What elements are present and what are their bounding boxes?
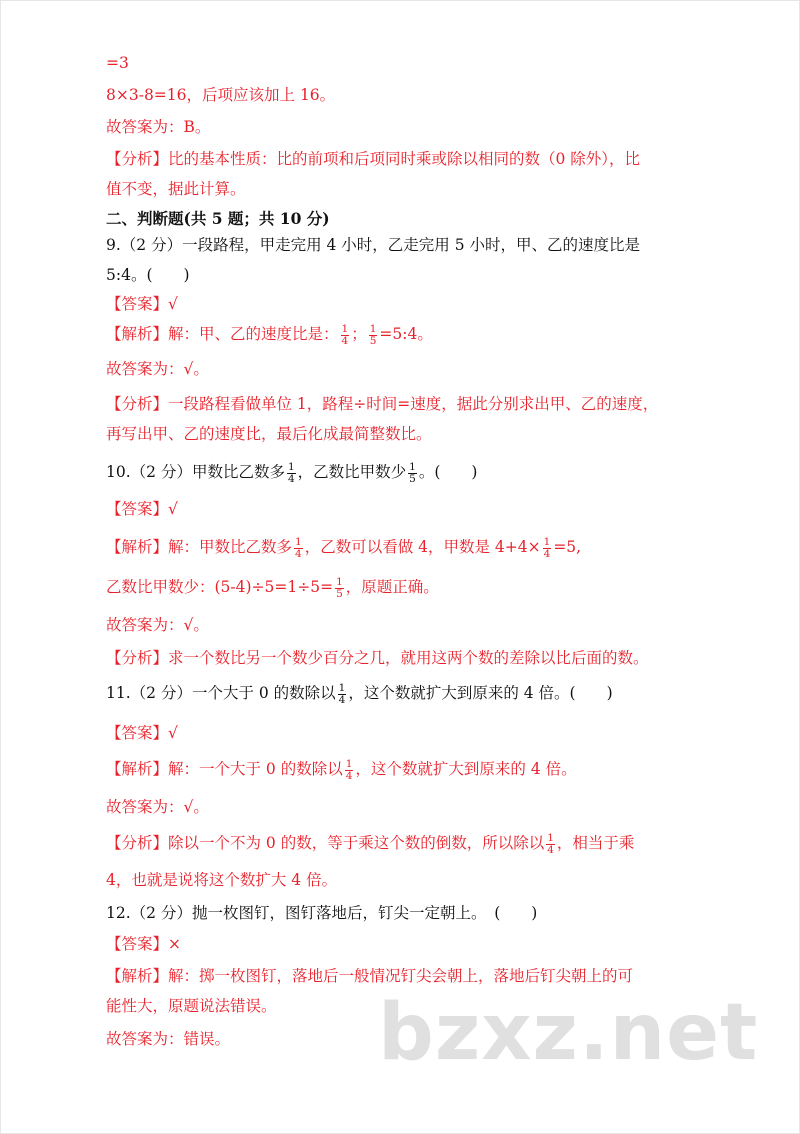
analysis-line: 【分析】一段路程看做单位 1，路程÷时间=速度，据此分别求出甲、乙的速度，: [106, 395, 659, 413]
text-segment: ，这个数就扩大到原来的 4 倍。( ): [348, 684, 613, 702]
answer-line: 【答案】√: [106, 500, 178, 518]
question-line: 5:4。( ): [106, 266, 190, 284]
answer-line: 【答案】√: [106, 295, 178, 313]
explanation-line: 【解析】解：掷一枚图钉，落地后一般情况钉尖会朝上，落地后钉尖朝上的可: [106, 967, 634, 985]
analysis-line: [106, 832, 700, 856]
text-line: 8×3-8=16，后项应该加上 16。: [106, 86, 336, 104]
fraction-denominator: 4: [338, 693, 346, 706]
fraction-numerator: 1: [295, 535, 302, 548]
text-segment: 【解析】解：一个大于 0 的数除以: [106, 760, 343, 778]
question-line: [106, 682, 700, 706]
text-segment: ，原题正确。: [345, 578, 439, 596]
fraction: [294, 537, 303, 560]
fraction-denominator: 4: [543, 547, 551, 560]
text-segment: 【分析】除以一个不为 0 的数，等于乘这个数的倒数，所以除以: [106, 834, 545, 852]
explanation-line: [106, 758, 700, 782]
text-segment: 。( ): [418, 463, 478, 481]
fraction: [338, 683, 347, 706]
explanation-line: [106, 323, 700, 347]
analysis-line: 再写出甲、乙的速度比，最后化成最简整数比。: [106, 425, 432, 443]
explanation-line: [106, 536, 700, 560]
answer-line: 【答案】√: [106, 724, 178, 742]
text-segment: ，乙数比甲数少: [297, 463, 407, 481]
text-line: 故答案为：B。: [106, 118, 211, 136]
question-line: [106, 461, 700, 485]
text-segment: 【解析】解：甲、乙的速度比是：: [106, 325, 339, 343]
section-heading: 二、判断题(共 5 题；共 10 分): [106, 209, 330, 228]
text-segment: 【解析】解：甲数比乙数多: [106, 538, 293, 556]
analysis-line: 4，也就是说将这个数扩大 4 倍。: [106, 871, 338, 889]
text-segment: =5:4。: [379, 325, 433, 343]
text-segment: ，乙数可以看做 4，甲数是 4+4×: [304, 538, 541, 556]
fraction: [287, 462, 296, 485]
question-line: 12.（2 分）抛一枚图钉，图钉落地后，钉尖一定朝上。 ( ): [106, 904, 538, 922]
fraction-numerator: 1: [287, 460, 295, 473]
fraction: [408, 462, 417, 485]
fraction-numerator: 1: [547, 831, 554, 844]
watermark: bzxz.net: [378, 988, 759, 1078]
fraction-numerator: 1: [341, 322, 349, 335]
analysis-line: 【分析】求一个数比另一个数少百分之几，就用这两个数的差除以比后面的数。: [106, 649, 649, 667]
text-segment: 11.（2 分）一个大于 0 的数除以: [106, 684, 336, 702]
fraction-denominator: 5: [369, 334, 377, 347]
fraction: [546, 833, 555, 856]
fraction-numerator: 1: [336, 575, 343, 588]
text-line: =3: [106, 54, 129, 72]
fraction-denominator: 4: [547, 843, 554, 856]
fraction-denominator: 4: [287, 472, 295, 485]
text-segment: 乙数比甲数少：(5-4)÷5=1÷5=: [106, 578, 334, 596]
fraction: [345, 759, 354, 782]
question-line: 9.（2 分）一段路程，甲走完用 4 小时，乙走完用 5 小时，甲、乙的速度比是: [106, 236, 641, 254]
fraction: [543, 537, 552, 560]
fraction: [335, 577, 344, 600]
analysis-line: 【分析】比的基本性质：比的前项和后项同时乘或除以相同的数（0 除外），比: [106, 150, 641, 168]
text-line: 故答案为：√。: [106, 360, 209, 378]
explanation-line: [106, 576, 700, 600]
text-segment: ；: [351, 325, 367, 343]
text-segment: =5,: [553, 538, 582, 556]
fraction-denominator: 5: [409, 472, 416, 485]
fraction-numerator: 1: [543, 535, 551, 548]
fraction: [341, 324, 350, 347]
text-segment: 10.（2 分）甲数比乙数多: [106, 463, 285, 481]
fraction-denominator: 4: [341, 334, 349, 347]
answer-line: 【答案】×: [106, 935, 181, 953]
fraction-denominator: 4: [345, 769, 353, 782]
text-line: 故答案为：√。: [106, 798, 209, 816]
analysis-line: 值不变，据此计算。: [106, 180, 246, 198]
fraction: [369, 324, 378, 347]
text-line: 故答案为：错误。: [106, 1030, 231, 1048]
explanation-line: 能性大，原题说法错误。: [106, 997, 277, 1015]
fraction-numerator: 1: [345, 757, 353, 770]
text-line: 故答案为：√。: [106, 616, 209, 634]
fraction-numerator: 1: [369, 322, 377, 335]
text-segment: ，这个数就扩大到原来的 4 倍。: [355, 760, 577, 778]
fraction-numerator: 1: [338, 681, 346, 694]
fraction-denominator: 4: [295, 547, 302, 560]
text-segment: ，相当于乘: [556, 834, 635, 852]
fraction-numerator: 1: [409, 460, 416, 473]
fraction-denominator: 5: [336, 587, 343, 600]
